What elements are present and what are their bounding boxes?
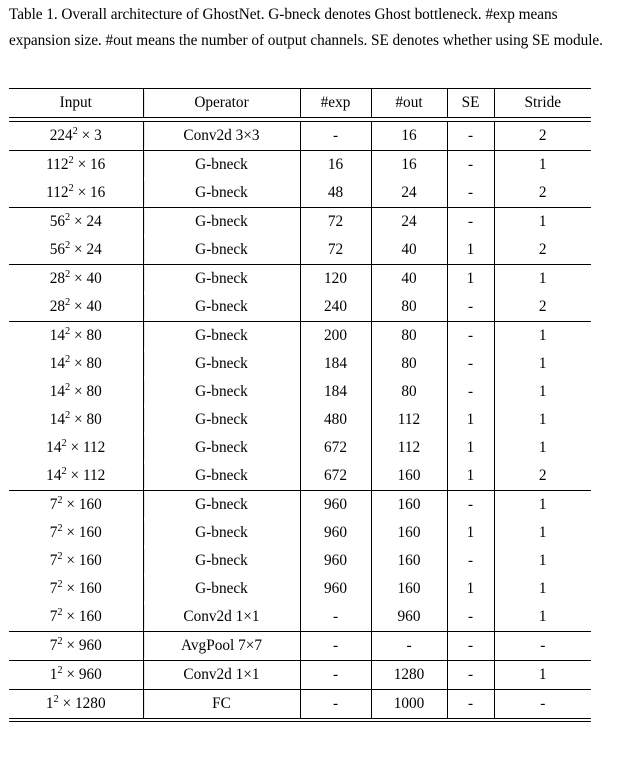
cell-input: $14^2 \times 112$ — [9, 434, 143, 462]
table-row — [9, 603, 591, 632]
cell-out: 160 — [371, 490, 447, 519]
cell-out: 160 — [371, 519, 447, 547]
table-caption: Table 1. Overall architecture of GhostNet. G-bneck denotes Ghost bottleneck. #exp means expansion size. #out means the number of output channels. SE denotes whether using SE module. — [9, 6, 603, 49]
cell-out: 16 — [371, 150, 447, 179]
architecture-table-container — [9, 88, 591, 722]
cell-se: - — [447, 350, 494, 378]
cell-out: 112 — [371, 434, 447, 462]
cell-out: 24 — [371, 179, 447, 208]
cell-se: 1 — [447, 236, 494, 265]
table-row — [9, 406, 591, 434]
cell-se: 1 — [447, 575, 494, 603]
cell-exp: 960 — [300, 575, 371, 603]
cell-input: $28^2 \times 40$ — [9, 264, 143, 293]
cell-operator: G-bneck — [143, 434, 300, 462]
cell-out: 1280 — [371, 660, 447, 689]
cell-out: 40 — [371, 236, 447, 265]
cell-exp: - — [300, 631, 371, 660]
cell-stride: 1 — [538, 523, 547, 541]
cell-operator: G-bneck — [143, 207, 300, 236]
cell-se: 1 — [447, 519, 494, 547]
cell-se: - — [447, 378, 494, 406]
cell-se: - — [447, 150, 494, 179]
cell-out: - — [371, 631, 447, 660]
cell-stride: 1 — [538, 579, 547, 597]
cell-exp: 184 — [300, 350, 371, 378]
cell-input: $7^2 \times 160$ — [9, 575, 143, 603]
cell-exp: 184 — [300, 378, 371, 406]
cell-out: 80 — [371, 350, 447, 378]
table-row — [9, 179, 591, 208]
cell-exp: 960 — [300, 547, 371, 575]
cell-input: $112^2 \times 16$ — [9, 179, 143, 208]
cell-se: - — [447, 689, 494, 718]
cell-input: $14^2 \times 112$ — [9, 462, 143, 491]
cell-operator: Conv2d 3×3 — [143, 121, 300, 150]
cell-exp: 120 — [300, 264, 371, 293]
cell-input: $14^2 \times 80$ — [9, 350, 143, 378]
cell-out: 160 — [371, 575, 447, 603]
cell-operator: Conv2d 1×1 — [143, 660, 300, 689]
cell-operator: G-bneck — [143, 490, 300, 519]
cell-operator: G-bneck — [143, 406, 300, 434]
cell-se: - — [447, 321, 494, 350]
cell-input: $1^2 \times 960$ — [9, 660, 143, 689]
header-row — [9, 89, 591, 118]
cell-input: $7^2 \times 160$ — [9, 547, 143, 575]
table-row — [9, 150, 591, 179]
table-row — [9, 378, 591, 406]
table-row — [9, 490, 591, 519]
cell-operator: G-bneck — [143, 264, 300, 293]
table-row — [9, 519, 591, 547]
cell-operator: G-bneck — [143, 462, 300, 491]
column-header-input: Input — [9, 89, 143, 118]
cell-stride: 2 — [538, 466, 547, 484]
column-header-operator: Operator — [143, 89, 300, 118]
cell-out: 1000 — [371, 689, 447, 718]
cell-out: 80 — [371, 321, 447, 350]
table-row — [9, 631, 591, 660]
cell-input: $14^2 \times 80$ — [9, 406, 143, 434]
column-header-se: SE — [447, 89, 494, 118]
column-header-stride: Stride — [494, 89, 591, 118]
table-header — [9, 89, 591, 122]
cell-se: 1 — [447, 406, 494, 434]
table-row — [9, 434, 591, 462]
cell-stride: 2 — [538, 240, 547, 258]
cell-operator: G-bneck — [143, 293, 300, 322]
cell-stride: 2 — [538, 183, 547, 201]
cell-out: 80 — [371, 293, 447, 322]
table-body — [9, 121, 591, 718]
cell-se: - — [447, 179, 494, 208]
table-row — [9, 121, 591, 150]
cell-se: 1 — [447, 462, 494, 491]
column-header-out: #out — [371, 89, 447, 118]
cell-exp: - — [300, 660, 371, 689]
cell-exp: 672 — [300, 462, 371, 491]
bottom-double-rule — [9, 718, 591, 722]
cell-input: $56^2 \times 24$ — [9, 236, 143, 265]
cell-operator: G-bneck — [143, 519, 300, 547]
table-row — [9, 236, 591, 265]
cell-operator: G-bneck — [143, 321, 300, 350]
table-row — [9, 350, 591, 378]
cell-exp: 960 — [300, 490, 371, 519]
cell-out: 80 — [371, 378, 447, 406]
table-footer — [9, 718, 591, 722]
cell-out: 112 — [371, 406, 447, 434]
cell-stride: - — [494, 631, 591, 660]
cell-exp: 960 — [300, 519, 371, 547]
cell-exp: - — [300, 603, 371, 632]
cell-input: $14^2 \times 80$ — [9, 321, 143, 350]
cell-se: - — [447, 207, 494, 236]
cell-exp: 16 — [300, 150, 371, 179]
cell-exp: 72 — [300, 207, 371, 236]
cell-operator: G-bneck — [143, 179, 300, 208]
column-header-exp: #exp — [300, 89, 371, 118]
cell-input: $1^2 \times 1280$ — [9, 689, 143, 718]
cell-se: - — [447, 490, 494, 519]
cell-exp: - — [300, 689, 371, 718]
cell-exp: 480 — [300, 406, 371, 434]
cell-input: $28^2 \times 40$ — [9, 293, 143, 322]
table-row — [9, 660, 591, 689]
table-row — [9, 575, 591, 603]
cell-se: - — [447, 121, 494, 150]
table-row — [9, 207, 591, 236]
cell-exp: 672 — [300, 434, 371, 462]
cell-stride: - — [494, 689, 591, 718]
cell-se: - — [447, 293, 494, 322]
cell-operator: G-bneck — [143, 236, 300, 265]
cell-input: $224^2 \times 3$ — [9, 121, 143, 150]
cell-stride: 1 — [494, 207, 591, 236]
table-row — [9, 547, 591, 575]
cell-se: - — [447, 547, 494, 575]
cell-operator: G-bneck — [143, 378, 300, 406]
cell-input: $7^2 \times 160$ — [9, 490, 143, 519]
cell-operator: Conv2d 1×1 — [143, 603, 300, 632]
table-row — [9, 689, 591, 718]
architecture-table — [9, 88, 591, 722]
cell-operator: G-bneck — [143, 547, 300, 575]
cell-out: 40 — [371, 264, 447, 293]
cell-input: $56^2 \times 24$ — [9, 207, 143, 236]
cell-stride: 1 — [538, 551, 547, 569]
cell-stride: 1 — [538, 607, 547, 625]
table-row — [9, 264, 591, 293]
cell-exp: 200 — [300, 321, 371, 350]
cell-exp: 48 — [300, 179, 371, 208]
cell-operator: G-bneck — [143, 350, 300, 378]
cell-operator: AvgPool 7×7 — [143, 631, 300, 660]
cell-stride: 1 — [538, 354, 547, 372]
cell-input: $7^2 \times 160$ — [9, 603, 143, 632]
cell-operator: G-bneck — [143, 575, 300, 603]
cell-operator: FC — [143, 689, 300, 718]
table-row — [9, 293, 591, 322]
cell-input: $112^2 \times 16$ — [9, 150, 143, 179]
cell-se: - — [447, 631, 494, 660]
cell-se: - — [447, 603, 494, 632]
table-row — [9, 321, 591, 350]
cell-exp: - — [300, 121, 371, 150]
cell-input: $14^2 \times 80$ — [9, 378, 143, 406]
cell-stride: 1 — [494, 490, 591, 519]
cell-stride: 2 — [538, 126, 547, 144]
cell-stride: 1 — [494, 660, 591, 689]
cell-input: $7^2 \times 160$ — [9, 519, 143, 547]
table-row — [9, 462, 591, 491]
cell-se: 1 — [447, 434, 494, 462]
cell-stride: 1 — [494, 150, 591, 179]
cell-out: 24 — [371, 207, 447, 236]
cell-stride: 2 — [538, 297, 547, 315]
cell-exp: 72 — [300, 236, 371, 265]
cell-out: 160 — [371, 462, 447, 491]
cell-se: - — [447, 660, 494, 689]
cell-operator: G-bneck — [143, 150, 300, 179]
cell-out: 960 — [371, 603, 447, 632]
cell-se: 1 — [447, 264, 494, 293]
cell-out: 16 — [371, 121, 447, 150]
cell-input: $7^2 \times 960$ — [9, 631, 143, 660]
cell-out: 160 — [371, 547, 447, 575]
cell-stride: 1 — [538, 382, 547, 400]
cell-stride: 1 — [538, 410, 547, 428]
cell-exp: 240 — [300, 293, 371, 322]
cell-stride: 1 — [538, 438, 547, 456]
cell-stride: 1 — [494, 264, 591, 293]
cell-stride: 1 — [494, 321, 591, 350]
